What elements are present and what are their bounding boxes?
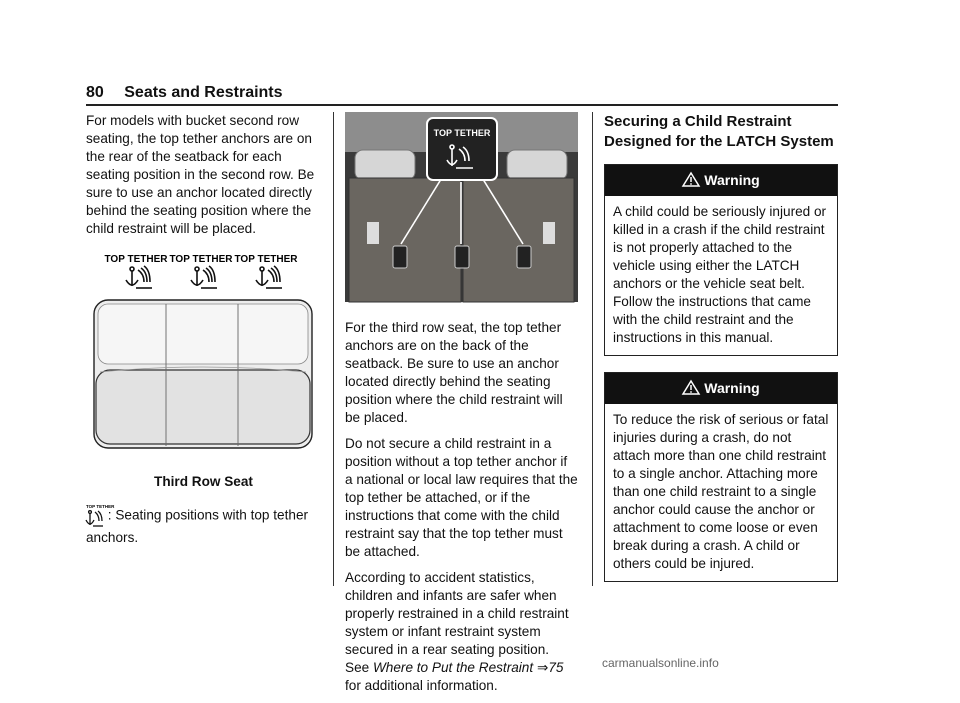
warning-title: Warning — [704, 380, 760, 396]
section-title: Seats and Restraints — [124, 84, 283, 101]
column-divider-2 — [592, 112, 593, 586]
latch-section-title: Securing a Child Restraint Designed for the LATCH System — [604, 113, 834, 150]
legend-text: : Seating positions with top tether anchors. — [86, 507, 309, 545]
fig-label-right: TOP TETHER — [234, 254, 298, 265]
third-row-seat-figure — [86, 252, 321, 462]
column-divider-1 — [333, 112, 334, 586]
anchor-icon — [126, 266, 282, 288]
third-row-seatback-photo — [345, 112, 578, 302]
see-label: See — [345, 660, 370, 675]
legend-icon-text: TOP TETHER — [86, 504, 115, 509]
fig-label-center: TOP TETHER — [169, 254, 233, 265]
statistics-paragraph: According to accident statistics, children and infants are safer when properly restrained in a child restraint system or infant restraint system secured in a rear seating position. — [345, 570, 569, 657]
page-number: 80 — [86, 84, 104, 101]
warning-box-1 — [604, 164, 838, 356]
watermark: carmanualsonline.info — [602, 656, 719, 670]
third-row-paragraph: For the third row seat, the top tether anchors are on the back of the seatback. Be sure to use an anchor located directly behind the seating position where the child restraint will be placed. — [345, 320, 563, 425]
top-tether-icon — [86, 503, 115, 529]
figure-caption: Third Row Seat — [154, 474, 253, 489]
warning-box-2 — [604, 372, 838, 582]
see-link[interactable]: Where to Put the Restraint — [372, 660, 534, 675]
header-rule — [86, 104, 838, 106]
warning-header — [605, 165, 837, 196]
warning-triangle-icon — [682, 380, 700, 395]
warning-title: Warning — [704, 172, 760, 188]
legend — [86, 503, 321, 547]
photo-callout-label: TOP TETHER — [433, 128, 491, 138]
warning-body: A child could be seriously injured or killed in a crash if the child restraint is not properly attached to the vehicle using either the LATCH anchors or the vehicle seat belt. Follow the instructions that came with the child restraint and the instructions in this manual. — [613, 204, 827, 345]
fig-label-left: TOP TETHER — [104, 254, 168, 265]
see-page[interactable]: 75 — [548, 660, 564, 675]
column-1 — [86, 112, 321, 547]
warning-triangle-icon — [682, 172, 700, 187]
see-tail: for additional information. — [345, 678, 498, 693]
intro-paragraph: For models with bucket second row seating, the top tether anchors are on the rear of the seatback for each seating position in the second row. Be sure to use an anchor located directly behind the seating position where the child restraint will be placed. — [86, 113, 315, 236]
warning-header — [605, 373, 837, 404]
page-ref-arrow-icon: ⇒ — [536, 660, 549, 675]
warning-body: To reduce the risk of serious or fatal injuries during a crash, do not attach more than one child restraint to a single anchor. Attaching more than one child restraint to a single anchor could cause the anchor or attachment to come loose or even break during a crash. A child or others could be injured. — [613, 412, 829, 571]
page-header — [86, 84, 283, 102]
law-paragraph: Do not secure a child restraint in a position without a top tether anchor if a national or local law requires that the top tether be attached, or if the instructions that come with the child restraint say that the top tether must be attached. — [345, 436, 578, 559]
column-2 — [345, 112, 578, 703]
seat-illustration — [94, 300, 312, 448]
column-3 — [604, 112, 838, 598]
see-reference — [345, 659, 578, 695]
